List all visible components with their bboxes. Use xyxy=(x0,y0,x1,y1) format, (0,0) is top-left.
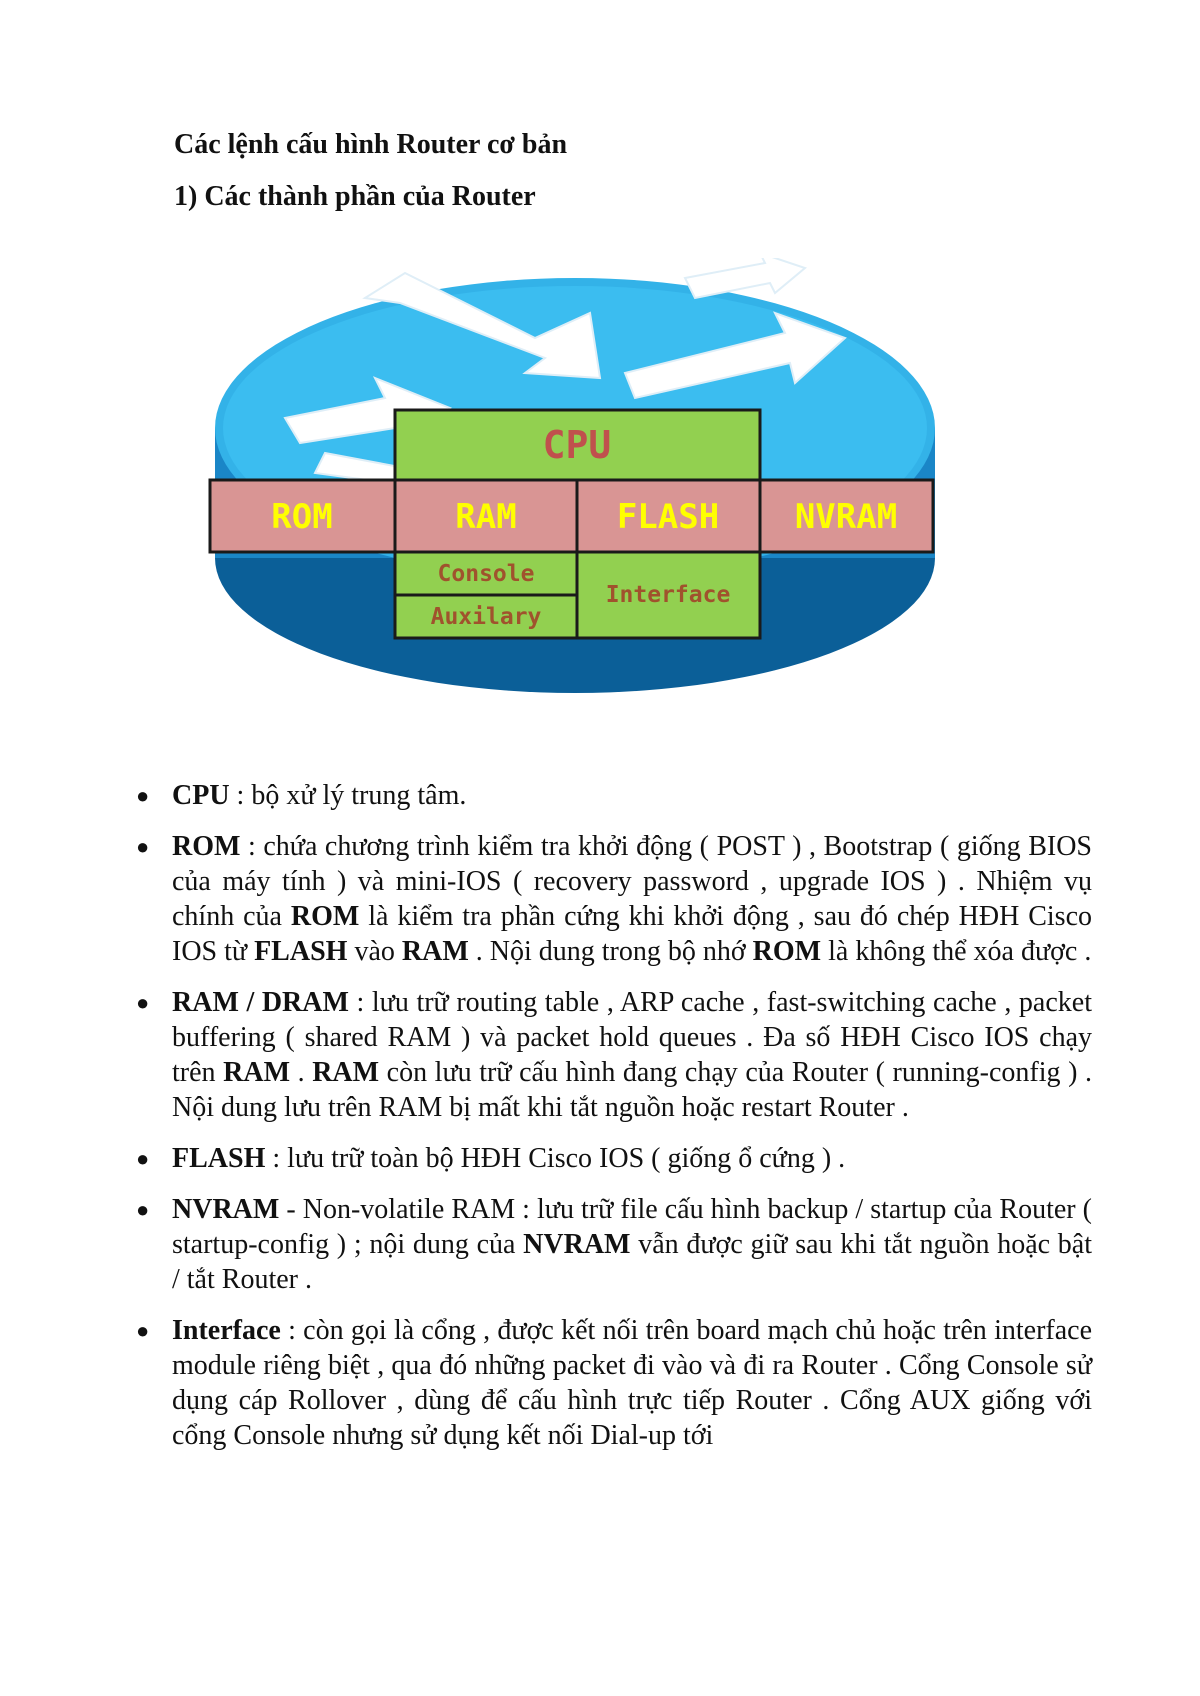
console-label: Console xyxy=(437,561,535,587)
desc-ram-c: còn lưu trữ cấu hình đang chạy của Router ( running-config ) . Nội dung lưu trên RAM bị mất khi tắt nguồn hoặc restart Router . xyxy=(172,1057,1093,1123)
bullet-icon: ● xyxy=(136,783,150,808)
bullet-icon: ● xyxy=(136,1318,150,1343)
term-nvram: NVRAM xyxy=(172,1194,280,1225)
desc-ram-a: : lưu trữ routing table , ARP cache , fast-switching cache , packet buffering ( shared RAM ) và packet hold queues . Đa số HĐH Cisco IOS chạy trên xyxy=(172,987,1092,1088)
bullet-icon: ● xyxy=(136,990,150,1015)
list-item-flash xyxy=(134,1141,1092,1176)
bullet-icon: ● xyxy=(136,1197,150,1222)
bullet-icon: ● xyxy=(136,834,150,859)
section-heading: 1) Các thành phần của Router xyxy=(174,181,536,212)
document-title: Các lệnh cấu hình Router cơ bản xyxy=(174,129,568,160)
term-ram-ref2: RAM xyxy=(312,1057,380,1088)
list-item-nvram xyxy=(134,1192,1092,1297)
desc-rom-a: : chứa chương trình kiểm tra khởi động ( POST ) , Bootstrap ( giống BIOS của máy tính ) và mini-IOS ( recovery password , upgrade IOS ) . Nhiệm vụ chính của xyxy=(172,831,1092,932)
flash-label: FLASH xyxy=(616,497,720,537)
desc-rom-d: . Nội dung trong bộ nhớ xyxy=(468,936,753,967)
desc-rom-c: vào xyxy=(347,936,402,967)
list-item-rom xyxy=(134,829,1092,969)
desc-nvram-b: vẫn được giữ sau khi tắt nguồn hoặc bật / tắt Router . xyxy=(172,1229,1092,1295)
bullet-icon: ● xyxy=(136,1146,150,1171)
auxilary-label: Auxilary xyxy=(430,604,542,630)
router-components-diagram xyxy=(205,258,1025,728)
desc-interface: : còn gọi là cổng , được kết nối trên board mạch chủ hoặc trên interface module riêng biệt , qua đó những packet đi vào và đi ra Router . Cổng Console sử dụng cáp Rollover , dùng để cấu hình trực tiếp Router . Cổng AUX giống với cổng Console nhưng sử dụng kết nối Dial-up tới xyxy=(172,1315,1092,1451)
term-ram-ref: RAM xyxy=(401,936,469,967)
desc-cpu: : bộ xử lý trung tâm. xyxy=(229,780,467,811)
desc-nvram-a: - Non-volatile RAM : lưu trữ file cấu hình backup / startup của Router ( startup-config ) ; nội dung của xyxy=(172,1194,1092,1260)
term-rom-ref2: ROM xyxy=(752,936,822,967)
term-cpu: CPU xyxy=(172,780,230,811)
term-flash-ref: FLASH xyxy=(254,936,348,967)
list-item-ram xyxy=(134,985,1092,1125)
desc-flash: : lưu trữ toàn bộ HĐH Cisco IOS ( giống ổ cứng ) . xyxy=(265,1143,846,1174)
term-rom: ROM xyxy=(172,831,241,862)
term-nvram-ref: NVRAM xyxy=(523,1229,631,1260)
list-item-cpu xyxy=(134,778,1092,813)
term-flash: FLASH xyxy=(172,1143,266,1174)
desc-ram-b: . xyxy=(290,1057,313,1088)
term-interface: Interface xyxy=(172,1315,281,1346)
term-ram-ref: RAM xyxy=(223,1057,290,1088)
cpu-label: CPU xyxy=(542,423,612,467)
desc-rom-b: là kiểm tra phần cứng khi khởi động , sau đó chép HĐH Cisco IOS từ xyxy=(172,901,1092,967)
nvram-label: NVRAM xyxy=(794,497,898,537)
ram-label: RAM xyxy=(455,497,517,537)
term-rom-ref: ROM xyxy=(290,901,360,932)
term-ram: RAM / DRAM xyxy=(172,987,349,1018)
list-item-interface xyxy=(134,1313,1092,1453)
rom-label: ROM xyxy=(271,497,333,537)
desc-rom-e: là không thể xóa được . xyxy=(821,936,1092,967)
interface-label: Interface xyxy=(605,582,731,608)
component-list xyxy=(134,778,1092,1469)
